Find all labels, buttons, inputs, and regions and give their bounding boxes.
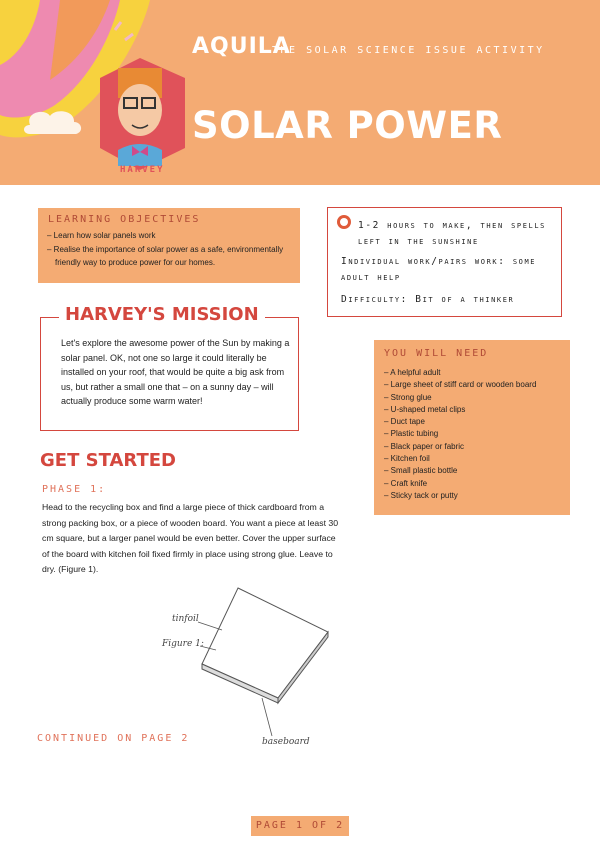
baseboard-label: baseboard <box>262 737 310 747</box>
brand-subtitle: THE SOLAR SCIENCE ISSUE ACTIVITY <box>272 45 545 56</box>
clock-icon <box>337 215 351 229</box>
mission-text: Let's explore the awesome power of the Sun by making a solar panel. OK, not one so large it could literally be installed on your roof, that would be quite a big ask from us, but rather a small one that – on a sunny day – will actually produce some warm water! <box>61 338 290 406</box>
header-banner <box>0 0 600 185</box>
you-will-need-title: YOU WILL NEED <box>384 348 489 359</box>
learning-objectives-box <box>38 208 300 283</box>
balloon-illustration <box>0 0 190 185</box>
learning-objectives-title: LEARNING OBJECTIVES <box>48 214 201 225</box>
brand-name: AQUILA <box>192 34 291 59</box>
material-item: – Sticky tack or putty <box>384 490 536 502</box>
material-item: – Kitchen foil <box>384 453 536 465</box>
figure-label: Figure 1: <box>162 639 204 649</box>
continued-note: CONTINUED ON PAGE 2 <box>37 733 190 744</box>
time-info: 1-2 hours to make, then spells left in the sunshine <box>358 220 546 247</box>
page-title: SOLAR POWER <box>192 104 503 147</box>
difficulty-info: Difficulty: Bit of a thinker <box>341 294 515 305</box>
objective-item: – Realise the importance of solar power as a safe, environmentally friendly way to produce power for our homes. <box>47 243 300 270</box>
material-item: – Black paper or fabric <box>384 441 536 453</box>
learning-objectives-list <box>47 229 300 270</box>
material-item: – Small plastic bottle <box>384 465 536 477</box>
phase-heading: PHASE 1: <box>42 484 107 495</box>
tinfoil-label: tinfoil <box>172 614 199 624</box>
get-started-heading: GET STARTED <box>40 450 176 471</box>
phase-text: Head to the recycling box and find a large piece of thick cardboard from a strong packing box, or a piece of wooden board. You want a piece at least 30 cm square, but a larger panel would be even better. Cover the upper surface of the board with kitchen foil fixed firmly in place using strong glue. Leave to dry. (Figure 1). <box>42 502 339 574</box>
character-name: HARVEY <box>120 165 165 175</box>
material-item: – A helpful adult <box>384 367 536 379</box>
mission-title: HARVEY'S MISSION <box>59 304 265 325</box>
activity-info-box <box>327 207 562 317</box>
material-item: – U-shaped metal clips <box>384 404 536 416</box>
you-will-need-box <box>374 340 570 515</box>
work-info: Individual work/pairs work: some adult help <box>341 256 537 283</box>
material-item: – Strong glue <box>384 392 536 404</box>
material-item: – Plastic tubing <box>384 428 536 440</box>
page-number: PAGE 1 OF 2 <box>251 816 349 836</box>
materials-list <box>384 367 536 502</box>
material-item: – Large sheet of stiff card or wooden board <box>384 379 536 391</box>
material-item: – Duct tape <box>384 416 536 428</box>
figure-1-drawing <box>150 580 350 750</box>
objective-item: – Learn how solar panels work <box>47 229 300 243</box>
mission-box <box>40 304 299 431</box>
material-item: – Craft knife <box>384 478 536 490</box>
